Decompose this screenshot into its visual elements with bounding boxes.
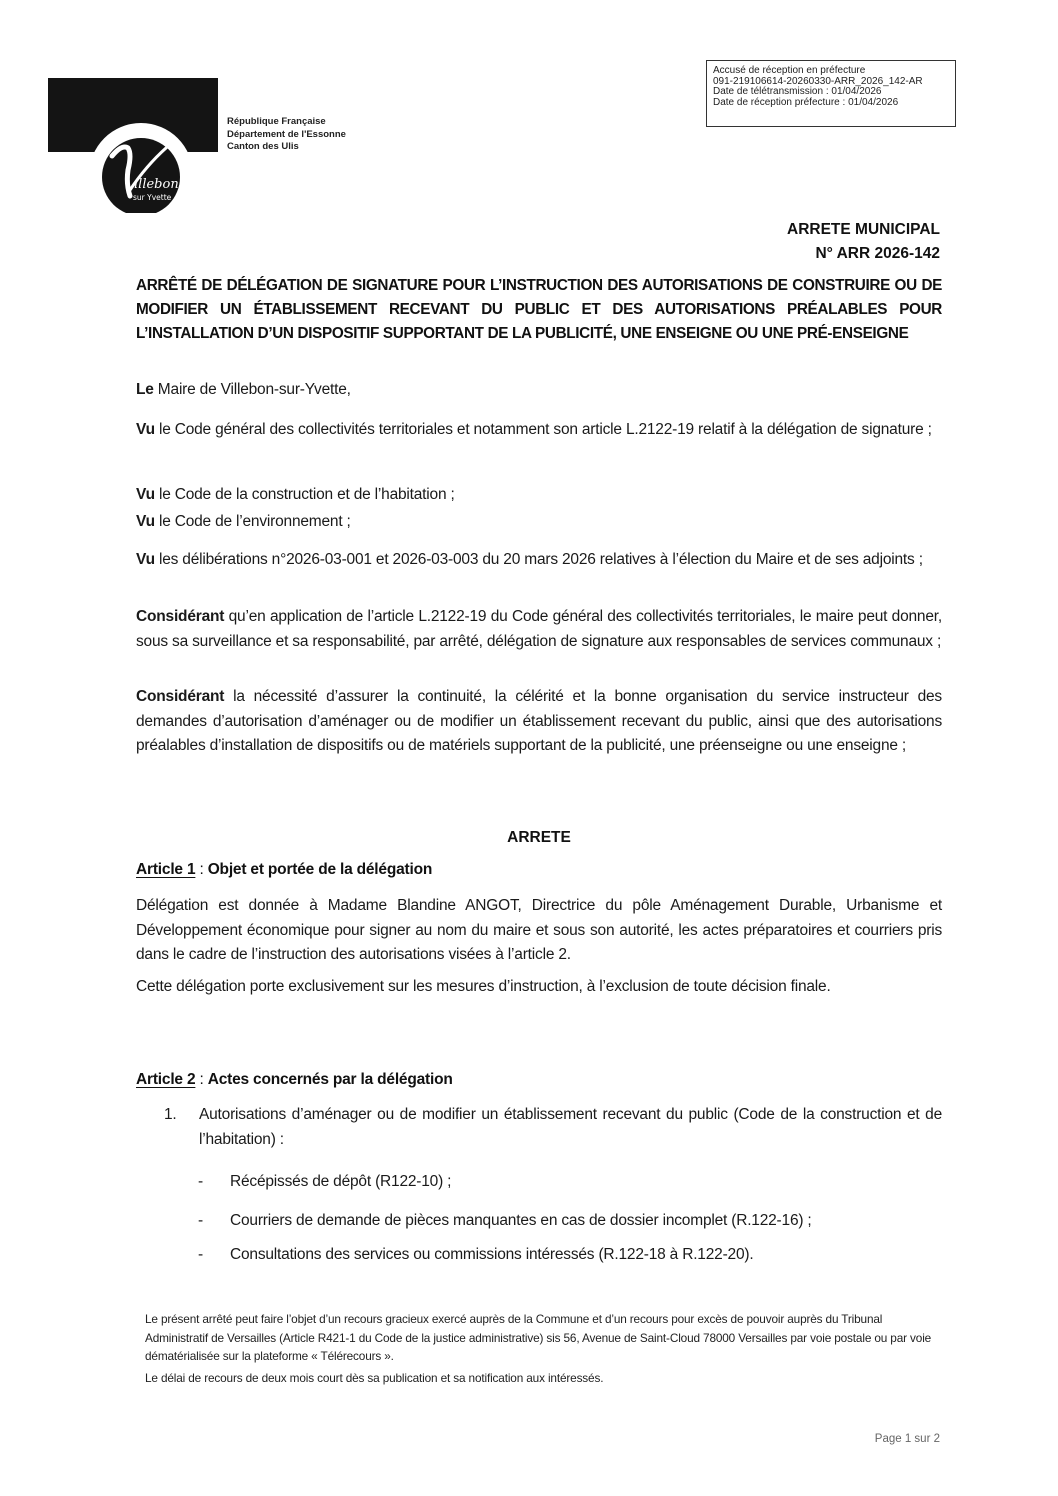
stamp-line-2: 091-219106614-20260330-ARR_2026_142-AR bbox=[713, 75, 923, 87]
mayor-line: Le Maire de Villebon-sur-Yvette, bbox=[136, 381, 351, 398]
dash-bullet-icon: - bbox=[198, 1246, 203, 1263]
vu-paragraph-4: Vu les délibérations n°2026-03-001 et 2026-03-003 du 20 mars 2026 relatives à l’élection du Maire et de ses adjoints ; bbox=[136, 551, 923, 568]
page-number: Page 1 sur 2 bbox=[874, 1433, 940, 1445]
article-2-sub-item-2: - Courriers de demande de pièces manquantes en cas de dossier incomplet (R.122-16) ; bbox=[198, 1209, 942, 1233]
article-2-heading: Article 2 : Actes concernés par la délégation bbox=[136, 1071, 453, 1088]
considerant-paragraph-2: Considérant la nécessité d’assurer la continuité, la célérité et la bonne organisation du service instructeur des demandes d’autorisation d’aménager ou de modifier un établissement recevant du public, ainsi que des autorisations préalables d’installation de dispositifs ou de matériels supportant de la publicité, une préenseigne ou une enseigne ; bbox=[136, 688, 942, 754]
article-1-title: Objet et portée de la délégation bbox=[207, 861, 433, 878]
svg-text:illebon: illebon bbox=[134, 177, 179, 192]
arrete-header bbox=[787, 218, 940, 266]
appeal-notice: Le présent arrêté peut faire l’objet d’un recours gracieux exercé auprès de la Commune et d’un recours pour excès de pouvoir auprès du Tribunal Administratif de Versailles (Article R421-1 du Code de la justice administrative) sis 56, Avenue de Saint-Cloud 78000 Versailles par voie postale ou par voie dématérialisée sur la plateforme « Télérecours ». bbox=[145, 1312, 932, 1363]
dash-bullet-icon: - bbox=[198, 1212, 203, 1229]
considerant-paragraph-1: Considérant qu’en application de l’article L.2122-19 du Code général des collectivités territoriales, le maire peut donner, sous sa surveillance et sa responsabilité, par arrêté, délégation de signature aux responsables de services communaux ; bbox=[136, 608, 942, 650]
prefecture-receipt-stamp bbox=[706, 60, 956, 127]
article-1-label: Article 1 bbox=[136, 861, 196, 878]
stamp-line-3: Date de télétransmission : 01/04/2026 bbox=[713, 86, 882, 97]
dash-bullet-icon: - bbox=[198, 1173, 203, 1190]
vu-paragraph-3: Vu le Code de l’environnement ; bbox=[136, 513, 351, 530]
article-2-label: Article 2 bbox=[136, 1071, 196, 1088]
article-2-title: Actes concernés par la délégation bbox=[207, 1071, 453, 1088]
appeal-delay-notice: Le délai de recours de deux mois court dès sa publication et sa notification aux intéressés. bbox=[145, 1371, 604, 1385]
article-2-sub-item-1: - Récépissés de dépôt (R122-10) ; bbox=[198, 1170, 942, 1194]
org-department: Département de l'Essonne bbox=[227, 128, 346, 140]
org-canton: Canton des Ulis bbox=[227, 141, 299, 152]
arrete-number: N° ARR 2026-142 bbox=[815, 245, 940, 262]
villebon-logo-icon bbox=[48, 78, 220, 213]
organization-block bbox=[227, 116, 346, 154]
item-text: Autorisations d’aménager ou de modifier un établissement recevant du public (Code de la construction et de l’habitation) : bbox=[199, 1106, 942, 1148]
stamp-line-4: Date de réception préfecture : 01/04/2026 bbox=[713, 96, 899, 108]
article-2-item-1 bbox=[164, 1103, 942, 1152]
villebon-logo bbox=[48, 78, 220, 213]
stamp-line-1: Accusé de réception en préfecture bbox=[713, 65, 866, 76]
vu-paragraph-1: Vu le Code général des collectivités territoriales et notamment son article L.2122-19 relatif à la délégation de signature ; bbox=[136, 421, 932, 438]
article-1-paragraph-1: Délégation est donnée à Madame Blandine ANGOT, Directrice du pôle Aménagement Durable, Urbanisme et Développement économique pour signer au nom du maire et sous son autorité, les actes préparatoires et courriers pris dans le cadre de l’instruction des autorisations visées à l’article 2. bbox=[136, 897, 942, 963]
article-1-heading: Article 1 : Objet et portée de la délégation bbox=[136, 861, 433, 878]
svg-text:sur Yvette: sur Yvette bbox=[133, 193, 172, 202]
mayor-bold: Le bbox=[136, 381, 154, 398]
document-title: ARRÊTÉ DE DÉLÉGATION DE SIGNATURE POUR L’INSTRUCTION DES AUTORISATIONS DE CONSTRUIRE OU DE MODIFIER UN ÉTABLISSEMENT RECEVANT DU PUBLIC ET DES AUTORISATIONS PRÉALABLES POUR L’INSTALLATION D’UN DISPOSITIF SUPPORTANT DE LA PUBLICITÉ, UNE ENSEIGNE OU UNE PRÉ-ENSEIGNE bbox=[136, 277, 942, 342]
article-1-paragraph-2: Cette délégation porte exclusivement sur les mesures d’instruction, à l’exclusion de toute décision finale. bbox=[136, 978, 831, 995]
vu-paragraph-2: Vu le Code de la construction et de l’habitation ; bbox=[136, 486, 455, 503]
decision-title: ARRETE bbox=[507, 829, 571, 846]
arrete-type: ARRETE MUNICIPAL bbox=[787, 221, 940, 238]
item-number: 1. bbox=[164, 1106, 177, 1123]
org-republic: République Française bbox=[227, 116, 326, 127]
article-2-sub-item-3: - Consultations des services ou commissions intéressés (R.122-18 à R.122-20). bbox=[198, 1243, 942, 1267]
